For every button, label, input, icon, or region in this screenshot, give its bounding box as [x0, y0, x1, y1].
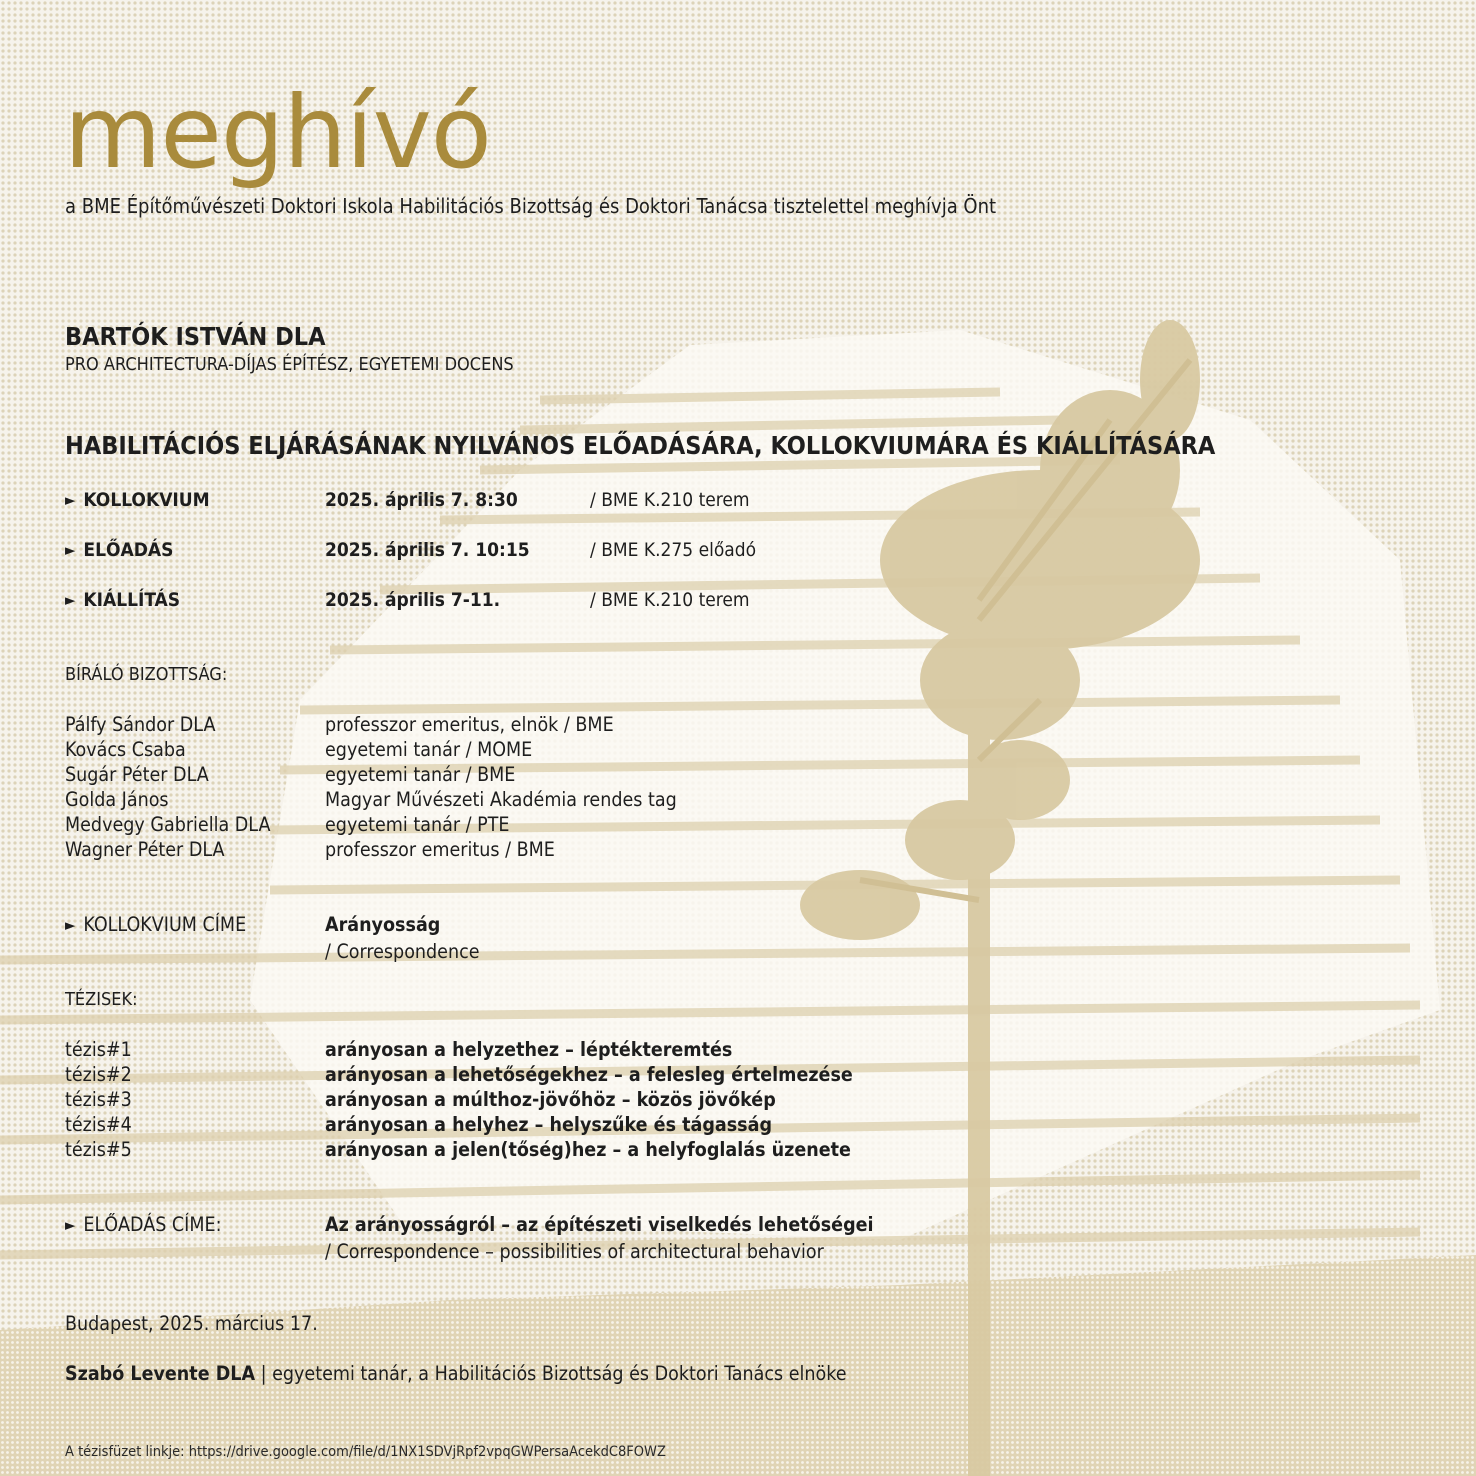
bullet-arrow-icon: ► [65, 1216, 76, 1234]
link-url[interactable]: https://drive.google.com/file/d/1NX1SDVjRpf2vpqGWPersaAcekdC8FOWZ [188, 1444, 666, 1460]
page-title: meghívó [64, 74, 491, 191]
list-item: Golda János Magyar Művészeti Akadémia rendes tag [65, 788, 677, 811]
place-date: Budapest, 2025. március 17. [65, 1312, 318, 1335]
list-item: Kovács Csaba egyetemi tanár / MOME [65, 738, 533, 761]
event-heading: HABILITÁCIÓS ELJÁRÁSÁNAK NYILVÁNOS ELŐADÁSÁRA, KOLLOKVIUMÁRA ÉS KIÁLLÍTÁSÁRA [65, 431, 1216, 460]
lecture-title-label: ► ELŐADÁS CÍME: [65, 1213, 222, 1236]
list-item: tézis#5 arányosan a jelen(tőség)hez – a helyfoglalás üzenete [65, 1138, 851, 1161]
event-place-colloquium: / BME K.210 terem [590, 489, 750, 511]
event-label-colloquium: ► KOLLOKVIUM [65, 489, 210, 511]
bullet-arrow-icon: ► [65, 541, 76, 559]
theses-label: TÉZISEK: [65, 989, 138, 1010]
list-item: Medvegy Gabriella DLA egyetemi tanár / PTE [65, 813, 510, 836]
colloquium-title-block [65, 912, 965, 964]
thesis-booklet-link[interactable] [65, 1442, 666, 1462]
signature-name: Szabó Levente DLA [65, 1362, 256, 1385]
signature-separator: | [260, 1362, 267, 1385]
candidate-role: PRO ARCHITECTURA-DÍJAS ÉPÍTÉSZ, EGYETEMI DOCENS [65, 354, 514, 375]
list-item: Pálfy Sándor DLA professzor emeritus, elnök / BME [65, 713, 614, 736]
list-item: tézis#1 arányosan a helyzethez – léptékteremtés [65, 1038, 733, 1061]
list-item: tézis#3 arányosan a múlthoz-jövőhöz – közös jövőkép [65, 1088, 776, 1111]
signature-role: egyetemi tanár, a Habilitációs Bizottság és Doktori Tanács elnöke [272, 1362, 847, 1385]
event-place-exhibition: / BME K.210 terem [590, 589, 750, 611]
colloquium-title: Arányosság [325, 913, 441, 936]
event-date-exhibition: 2025. április 7-11. [325, 589, 501, 611]
event-date-lecture: 2025. április 7. 10:15 [325, 539, 530, 561]
colloquium-subtitle: / Correspondence [325, 940, 480, 963]
list-item: tézis#4 arányosan a helyhez – helyszűke és tágasság [65, 1113, 773, 1136]
colloquium-title-label: ► KOLLOKVIUM CÍME [65, 913, 247, 936]
committee-label: BÍRÁLÓ BIZOTTSÁG: [65, 664, 228, 685]
signature [65, 1362, 847, 1386]
committee-list [65, 712, 965, 862]
bullet-arrow-icon: ► [65, 591, 76, 609]
list-item: tézis#2 arányosan a lehetőségekhez – a felesleg értelmezése [65, 1063, 853, 1086]
event-date-colloquium: 2025. április 7. 8:30 [325, 489, 518, 511]
bullet-arrow-icon: ► [65, 916, 76, 934]
event-label-lecture: ► ELŐADÁS [65, 539, 174, 561]
link-label: A tézisfüzet linkje: [65, 1444, 185, 1460]
event-label-exhibition: ► KIÁLLÍTÁS [65, 589, 181, 611]
event-place-lecture: / BME K.275 előadó [590, 539, 757, 561]
lecture-title: Az arányosságról – az építészeti viselkedés lehetőségei [325, 1213, 874, 1236]
list-item: Sugár Péter DLA egyetemi tanár / BME [65, 763, 516, 786]
lecture-subtitle: / Correspondence – possibilities of architectural behavior [325, 1240, 824, 1263]
bullet-arrow-icon: ► [65, 491, 76, 509]
lecture-title-block [65, 1212, 965, 1264]
candidate-name: BARTÓK ISTVÁN DLA [65, 322, 326, 351]
list-item: Wagner Péter DLA professzor emeritus / BME [65, 838, 555, 861]
invitation-subtitle: a BME Építőművészeti Doktori Iskola Habilitációs Bizottság és Doktori Tanácsa tisztelettel meghívja Önt [65, 194, 997, 218]
theses-list [65, 1037, 965, 1162]
